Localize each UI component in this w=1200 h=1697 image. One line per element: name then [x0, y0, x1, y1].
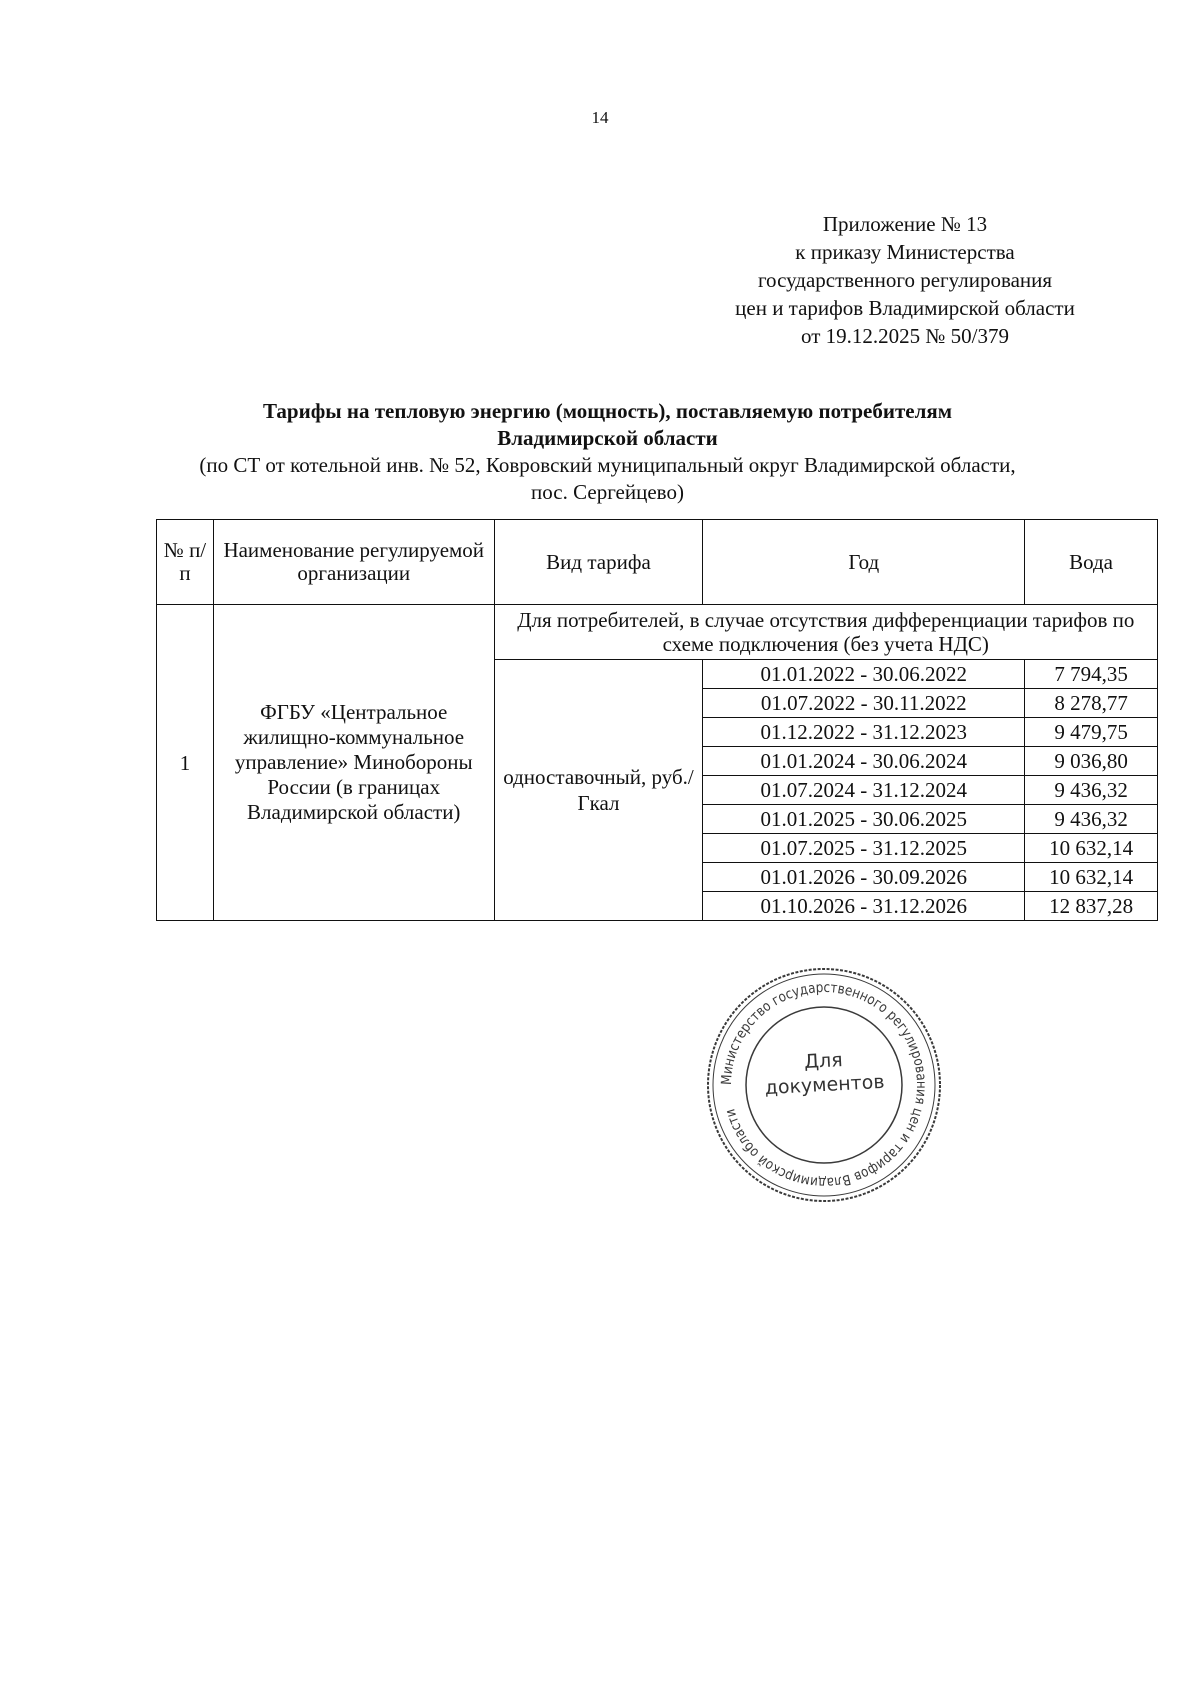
stamp-center-line: Для [803, 1049, 844, 1074]
table-header-row [157, 520, 1158, 605]
value-cell: 10 632,14 [1025, 863, 1158, 892]
period-cell: 01.12.2022 - 31.12.2023 [703, 718, 1025, 747]
tariff-table [156, 519, 1158, 921]
document-subtitle-line: (по СТ от котельной инв. № 52, Ковровский муниципальный округ Владимирской области, [199, 453, 1016, 477]
period-cell: 01.01.2026 - 30.09.2026 [703, 863, 1025, 892]
period-cell: 01.01.2025 - 30.06.2025 [703, 805, 1025, 834]
official-stamp [702, 963, 946, 1207]
appendix-line: цен и тарифов Владимирской области [735, 296, 1075, 320]
appendix-line: к приказу Министерства [795, 240, 1015, 264]
appendix-line: Приложение № 13 [822, 212, 988, 236]
page-number: 14 [591, 108, 609, 127]
document-title-line: Владимирской области [497, 426, 718, 450]
value-cell: 9 479,75 [1025, 718, 1158, 747]
document-subtitle-line: пос. Сергейцево) [531, 480, 684, 504]
value-cell: 9 436,32 [1025, 776, 1158, 805]
period-cell: 01.07.2022 - 30.11.2022 [703, 689, 1025, 718]
header-year: Год [703, 520, 1025, 605]
period-cell: 01.10.2026 - 31.12.2026 [703, 892, 1025, 921]
header-tariff-type: Вид тарифа [494, 520, 703, 605]
appendix-line: от 19.12.2025 № 50/379 [800, 324, 1010, 348]
period-cell: 01.07.2025 - 31.12.2025 [703, 834, 1025, 863]
period-cell: 01.07.2024 - 31.12.2024 [703, 776, 1025, 805]
value-cell: 9 436,32 [1025, 805, 1158, 834]
group-caption-row [157, 605, 1158, 660]
period-cell: 01.01.2024 - 30.06.2024 [703, 747, 1025, 776]
value-cell: 8 278,77 [1025, 689, 1158, 718]
appendix-block [700, 210, 1110, 350]
value-cell: 7 794,35 [1025, 660, 1158, 689]
organization-cell: ФГБУ «Центральное жилищно-коммунальное управление» Минобороны России (в границах Владимирской области) [213, 605, 494, 921]
header-organization: Наименование регулируемой организации [213, 520, 494, 605]
document-title-line: Тарифы на тепловую энергию (мощность), поставляемую потребителям [262, 399, 953, 423]
row-number-cell: 1 [157, 605, 214, 921]
document-title-block [150, 398, 1065, 506]
appendix-line: государственного регулирования [757, 268, 1053, 292]
stamp-ring-textpath: Министерство государственного регулирования цен и тарифов Владимирской области [718, 979, 930, 1191]
value-cell: 10 632,14 [1025, 834, 1158, 863]
value-cell: 9 036,80 [1025, 747, 1158, 776]
stamp-center-line: документов [764, 1070, 886, 1100]
tariff-type-cell: одноставочный, руб./Гкал [494, 660, 703, 921]
period-cell: 01.01.2022 - 30.06.2022 [703, 660, 1025, 689]
group-caption-cell: Для потребителей, в случае отсутствия дифференциации тарифов по схеме подключения (без учета НДС) [494, 605, 1157, 660]
value-cell: 12 837,28 [1025, 892, 1158, 921]
header-num: № п/п [157, 520, 214, 605]
header-water: Вода [1025, 520, 1158, 605]
